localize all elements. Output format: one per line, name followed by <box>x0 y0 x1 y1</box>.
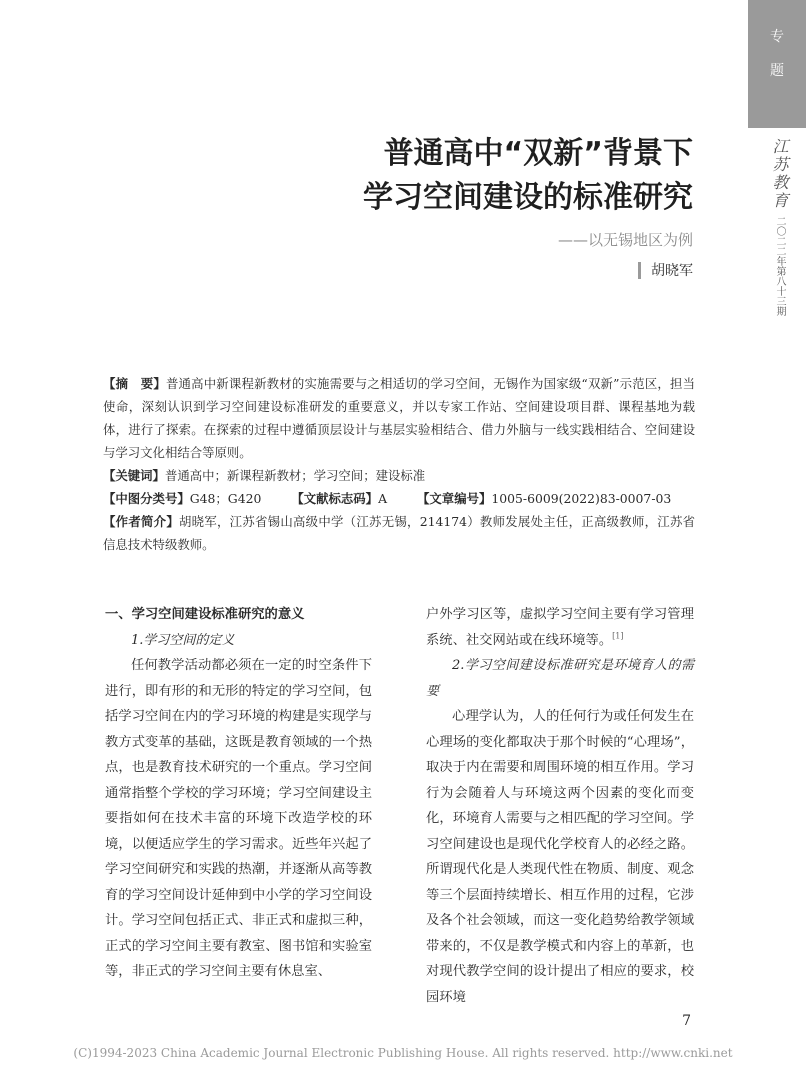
page-number: 7 <box>682 1013 691 1029</box>
body-column-right <box>426 602 694 1010</box>
body-column-left <box>105 602 372 985</box>
body-paragraph: 任何教学活动都必须在一定的时空条件下进行，即有形的和无形的特定的学习空间，包括学习空间在内的学习环境的构建是实现学与教方式变革的基础，这既是教育领域的一个热点，也是教育技术研究的一个重点。学习空间通常指整个学校的学习环境；学习空间建设主要指如何在技术丰富的环境下改造学校的环境，以便适应学生的学习需求。近些年兴起了学习空间研究和实践的热潮，并逐渐从高等教育的学习空间设计延伸到中小学的学习空间设计。学习空间包括正式、非正式和虚拟三种，正式的学习空间主要有教室、图书馆和实验室等，非正式的学习空间主要有休息室、 <box>105 658 372 979</box>
subsection-heading: 2.学习空间建设标准研究是环境育人的需要 <box>426 658 694 699</box>
section-tab <box>748 0 806 128</box>
doc-code-text: A <box>378 491 388 506</box>
body-paragraph: 心理学认为，人的任何行为或任何发生在心理场的变化都取决于那个时候的“心理场”，取决于内在需要和周围环境的相互作用。学习行为会随着人与环境这两个因素的变化而变化，环境育人需要与之相匹配的学习空间。学习空间建设也是现代化学校育人的必经之路。所谓现代化是人类现代性在物质、制度、观念等三个层面持续增长、相互作用的过程，它涉及各个社会领域，而这一变化趋势给教学领域带来的，不仅是教学模式和内容上的革新，也对现代教学空间的设计提出了相应的要求，校园环境 <box>426 709 694 1005</box>
reference-marker[interactable]: [1] <box>612 631 624 641</box>
abstract-paragraph <box>103 372 695 464</box>
copyright-footer: (C)1994-2023 China Academic Journal Electronic Publishing House. All rights reserved. http://www.cnki.net <box>73 1046 733 1060</box>
article-no-text: 1005-6009(2022)83-0007-03 <box>491 491 672 506</box>
section-tab-char: 题 <box>770 63 784 79</box>
author-bio-label: 【作者简介】 <box>103 514 180 529</box>
author-bio-text: 胡晓军，江苏省锡山高级中学（江苏无锡，214174）教师发展处主任，正高级教师，江苏省信息技术特级教师。 <box>103 514 695 552</box>
article-subtitle: ——以无锡地区为例 <box>557 231 693 249</box>
abstract-block <box>103 372 695 556</box>
author-bar-decoration <box>638 262 641 279</box>
section-tab-char: 专 <box>770 29 784 45</box>
subsection-heading: 1.学习空间的定义 <box>131 632 235 648</box>
abstract-label: 【摘 要】 <box>103 376 166 391</box>
body-paragraph-continued <box>426 602 694 653</box>
journal-issue: 二〇二二年第八十三期 <box>774 216 785 316</box>
title-line: 学习空间建设的标准研究 <box>363 180 693 215</box>
journal-name: 江苏教育 <box>770 138 789 210</box>
keywords-paragraph <box>103 464 695 487</box>
doc-code-label: 【文献标志码】 <box>291 491 379 506</box>
author-line <box>638 260 693 280</box>
clc-text: G48；G420 <box>189 491 262 506</box>
title-line: 普通高中“双新”背景下 <box>383 136 693 171</box>
body-paragraph-text: 户外学习区等，虚拟学习空间主要有学习管理系统、社交网站或在线环境等。 <box>426 607 694 648</box>
keywords-text: 普通高中；新课程新教材；学习空间；建设标准 <box>164 468 426 483</box>
keywords-label: 【关键词】 <box>103 468 165 483</box>
article-title <box>363 132 693 220</box>
section-heading: 一、学习空间建设标准研究的意义 <box>105 607 305 622</box>
abstract-text: 普通高中新课程新教材的实施需要与之相适切的学习空间，无锡作为国家级“双新”示范区，担当使命，深刻认识到学习空间建设标准研发的重要意义，并以专家工作站、空间建设项目群、课程基地为载体，进行了探索。在探索的过程中遵循顶层设计与基层实验相结合、借力外脑与一线实践相结合、空间建设与学习文化相结合等原则。 <box>103 376 696 460</box>
clc-label: 【中图分类号】 <box>103 491 190 506</box>
author-bio-paragraph <box>103 510 695 556</box>
classification-paragraph <box>103 487 695 510</box>
article-no-label: 【文章编号】 <box>417 491 492 506</box>
author-name: 胡晓军 <box>651 263 693 279</box>
journal-sidebar <box>764 138 794 316</box>
